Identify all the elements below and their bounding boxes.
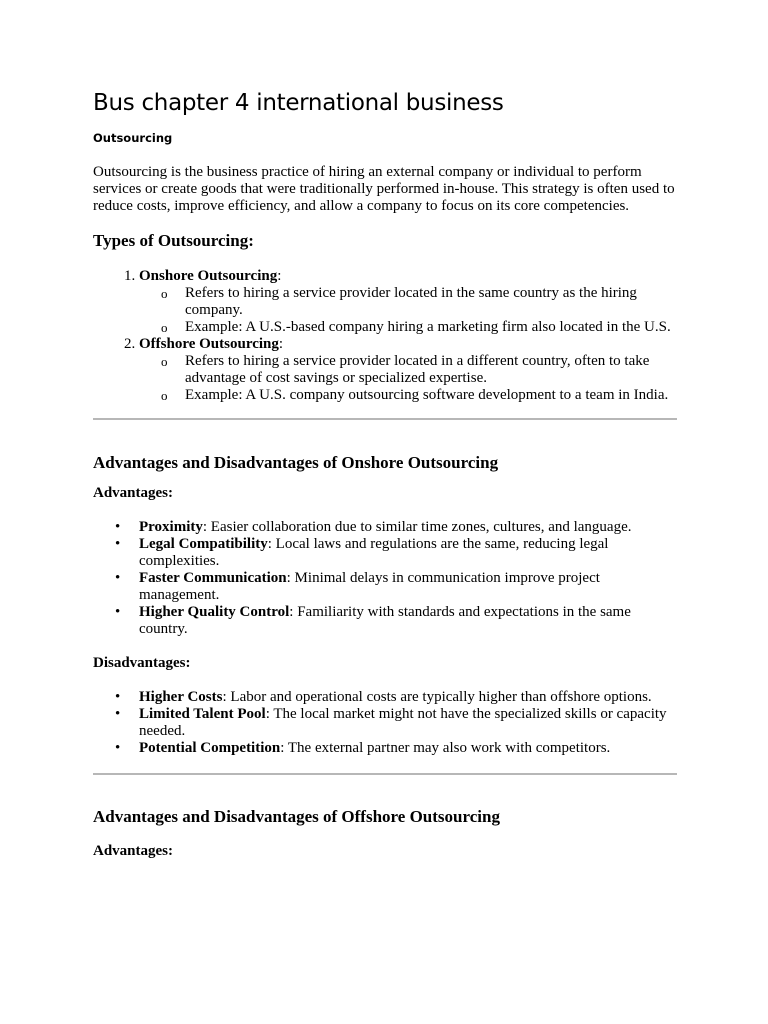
bullet-icon: • (115, 689, 121, 705)
document-title: Bus chapter 4 international business (93, 90, 504, 116)
offshore-advantages-label: Advantages: (93, 843, 174, 859)
bullet-icon: • (115, 740, 121, 756)
circle-bullet-icon: o (161, 354, 168, 369)
horizontal-divider (93, 773, 677, 775)
sub-list-item: o Example: A U.S. company outsourcing software development to a team in India. (161, 387, 669, 403)
horizontal-divider (93, 418, 677, 420)
type-item-offshore: 2. Offshore Outsourcing: o Refers to hiring a service provider located in a different country, often to take advantage of cost savings or specialized expertise. o Example: A U.S. company outsourcing software development to a team in India. (139, 336, 677, 404)
type-label: Onshore Outsourcing (139, 268, 278, 284)
onshore-advantages-list (93, 519, 677, 638)
section-label: Outsourcing (93, 131, 173, 145)
onshore-advantages-label: Advantages: (93, 485, 174, 501)
circle-bullet-icon: o (161, 388, 168, 403)
bullet-icon: • (115, 604, 121, 620)
sub-list-item: o Refers to hiring a service provider located in a different country, often to take advantage of cost savings or specialized expertise. (161, 353, 650, 386)
intro-paragraph: Outsourcing is the business practice of hiring an external company or individual to perform services or create goods that were traditionally performed in-house. This strategy is often used to reduce costs, improve efficiency, and allow a company to focus on its core competencies. (93, 164, 675, 214)
circle-bullet-icon: o (161, 286, 168, 301)
list-item: • Legal Compatibility: Local laws and regulations are the same, reducing legal complexities. (115, 536, 609, 569)
onshore-disadvantages-list (93, 689, 677, 757)
types-list (93, 268, 677, 404)
sub-list-item: o Refers to hiring a service provider located in the same country as the hiring company. (161, 285, 637, 318)
list-item: • Limited Talent Pool: The local market might not have the specialized skills or capacity needed. (115, 706, 667, 739)
circle-bullet-icon: o (161, 320, 168, 335)
onshore-disadvantages-label: Disadvantages: (93, 655, 191, 671)
types-heading: Types of Outsourcing: (93, 231, 254, 250)
bullet-icon: • (115, 519, 121, 535)
sub-list-item: o Example: A U.S.-based company hiring a marketing firm also located in the U.S. (161, 319, 671, 335)
type-sub-list (139, 285, 677, 336)
bullet-icon: • (115, 706, 121, 722)
type-sub-list (139, 353, 677, 404)
type-item-onshore: 1. Onshore Outsourcing: o Refers to hiring a service provider located in the same country as the hiring company. o Example: A U.S.-based company hiring a marketing firm also located in the U.S. (139, 268, 677, 336)
list-item: • Higher Costs: Labor and operational costs are typically higher than offshore options. (115, 689, 652, 705)
offshore-heading: Advantages and Disadvantages of Offshore Outsourcing (93, 807, 500, 826)
onshore-heading: Advantages and Disadvantages of Onshore Outsourcing (93, 453, 499, 472)
list-item: • Faster Communication: Minimal delays in communication improve project management. (115, 570, 600, 603)
type-label: Offshore Outsourcing (139, 336, 279, 352)
bullet-icon: • (115, 570, 121, 586)
list-item: • Proximity: Easier collaboration due to similar time zones, cultures, and language. (115, 519, 632, 535)
document-content (93, 88, 677, 860)
list-item: • Higher Quality Control: Familiarity with standards and expectations in the same country. (115, 604, 631, 637)
list-item: • Potential Competition: The external partner may also work with competitors. (115, 740, 611, 756)
bullet-icon: • (115, 536, 121, 552)
